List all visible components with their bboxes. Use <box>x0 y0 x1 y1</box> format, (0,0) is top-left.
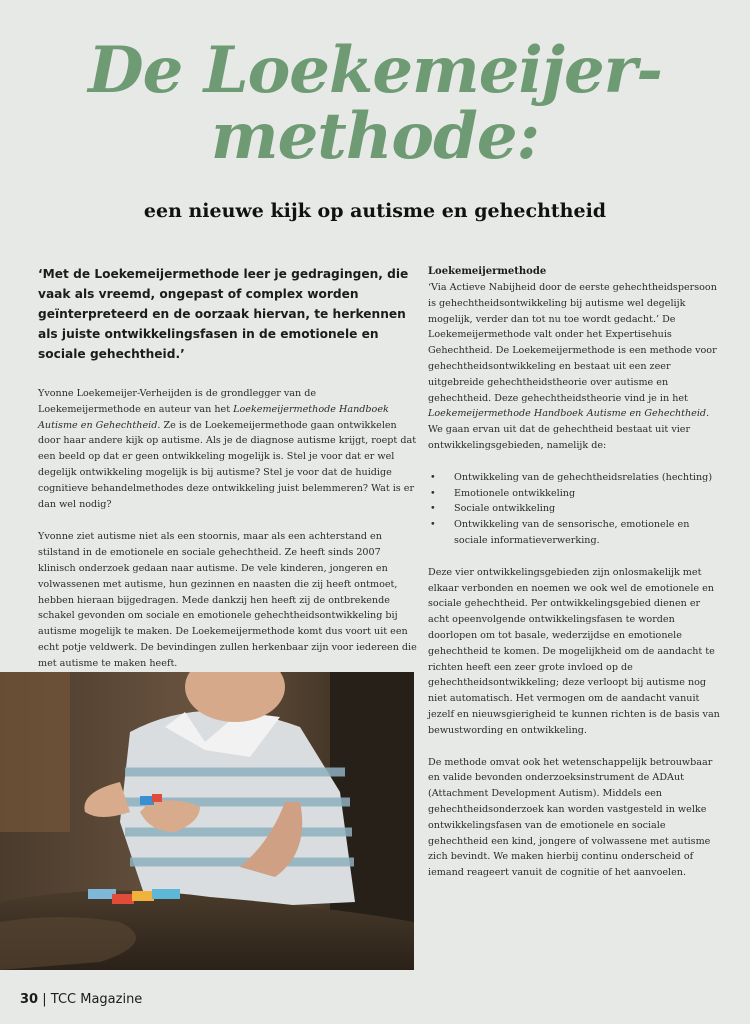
bullet-icon: • <box>430 471 436 483</box>
article-title <box>0 33 750 174</box>
left-column <box>38 264 420 689</box>
intro-paragraph: Yvonne Loekemeijer-Verheijden is de grondlegger van de Loekemeijermethode en auteur van het Loekemeijermethode Handboek Autisme en Gehechtheid. Ze is de Loekemeijermethode gaan ontwikkelen door haar andere kijk op autisme. Als je de diagnose autisme krijgt, roept dat een beeld op dat er geen ontwikkeling mogelijk is. Stel je voor dat er wel degelijk ontwikkeling mogelijk is bij autisme? Stel je voor dat de huidige cognitieve behandelmethodes deze ontwikkeling juist belemmeren? Wat is er dan wel nodig? <box>38 388 417 510</box>
bullet-icon: • <box>430 487 436 499</box>
title-line-2: methode: <box>210 99 540 174</box>
child-playing-blocks-photo <box>0 672 414 970</box>
handbook-title: Loekemeijermethode Handboek Autisme en Gehechtheid <box>38 403 389 431</box>
footer-separator: | <box>42 992 47 1007</box>
list-item: • Ontwikkeling van de sensorische, emotionele en sociale informatieverwerking. <box>430 519 690 546</box>
title-line-1: De Loekemeijer- <box>88 33 662 108</box>
method-paragraph: ‘Via Actieve Nabijheid door de eerste gehechtheidspersoon is gehechtheidsontwikkeling bij autisme wel degelijk mogelijk, verder dan tot nu toe wordt gedacht.’ De Loekemeijermethode valt onder het Expertisehuis Gehechtheid. De Loekemeijermethode is een methode voor gehechtheidsontwikkeling en bestaat uit een zeer uitgebreide gehechtheidstheorie over autisme en gehechtheid. Deze gehechtheidstheorie vind je in het Loekemeijermethode Handboek Autisme en Gehechtheid. We gaan ervan uit dat de gehechtheid bestaat uit vier ontwikkelingsgebieden, namelijk de: <box>428 282 717 451</box>
handbook-title: Loekemeijermethode Handboek Autisme en Gehechtheid <box>428 408 707 420</box>
list-item: • Sociale ontwikkeling <box>428 501 720 517</box>
areas-paragraph: Deze vier ontwikkelingsgebieden zijn onlosmakelijk met elkaar verbonden en noemen we ook wel de emotionele en sociale gehechtheid. Per ontwikkelingsgebied dienen er acht opeenvolgende ontwikkelingsfasen te worden doorlopen om tot basale, wederzijdse en emotionele gehechtheid te komen. De mogelijkheid om de aandacht te richten heeft een zeer grote invloed op de gehechtheidsontwikkeling; deze verloopt bij autisme nog niet automatisch. Het vermogen om de aandacht vanuit jezelf en nieuwsgierigheid te kunnen richten is de basis van bewustwording en ontwikkeling. <box>428 566 720 736</box>
research-paragraph: Yvonne ziet autisme niet als een stoornis, maar als een achterstand en stilstand in de emotionele en sociale gehechtheid. Ze heeft sinds 2007 klinisch onderzoek gedaan naar autisme. De vele kinderen, jongeren en volwassenen met autisme, hun gezinnen en naasten die zij heeft ontmoet, hebben hieraan bijgedragen. Mede dankzij hen heeft zij de ontbrekende schakel gevonden om sociale en emotionele gehechtheidsontwikkeling bij autisme mogelijk te maken. De Loekemeijermethode komt dus voort uit een echt potje veldwerk. De bevindingen zullen herkenbaar zijn voor iedereen die met autisme te maken heeft. <box>38 531 417 669</box>
magazine-name: TCC Magazine <box>50 992 143 1007</box>
adaut-paragraph: De methode omvat ook het wetenschappelijk betrouwbaar en valide bevonden onderzoeksinstrument de ADAut (Attachment Development Autism). Middels een gehechtheidsonderzoek kan worden vastgesteld in welke ontwikkelingsfasen van de emotionele en sociale gehechtheid een kind, jongere of volwassene met autisme zich bevindt. We maken hierbij continu onderscheid of iemand reageert vanuit de cognitie of het aanvoelen. <box>428 756 713 879</box>
lead-quote: ‘Met de Loekemeijermethode leer je gedragingen, die vaak als vreemd, ongepast of complex worden geïnterpreteerd en de oorzaak hiervan, te herkennen als juiste ontwikkelingsfasen in de emotionele en sociale gehechtheid.’ <box>38 267 409 361</box>
page-footer <box>20 992 142 1007</box>
article-subtitle: een nieuwe kijk op autisme en gehechtheid <box>143 200 607 222</box>
bullet-icon: • <box>430 503 436 515</box>
section-heading: Loekemeijermethode <box>428 266 547 277</box>
list-item: • Emotionele ontwikkeling <box>428 486 720 502</box>
list-item: • Ontwikkeling van de gehechtheidsrelaties (hechting) <box>428 470 720 486</box>
page-number: 30 <box>20 992 39 1007</box>
bullet-icon: • <box>430 519 436 531</box>
development-areas-list <box>428 470 720 549</box>
right-column <box>428 264 720 897</box>
